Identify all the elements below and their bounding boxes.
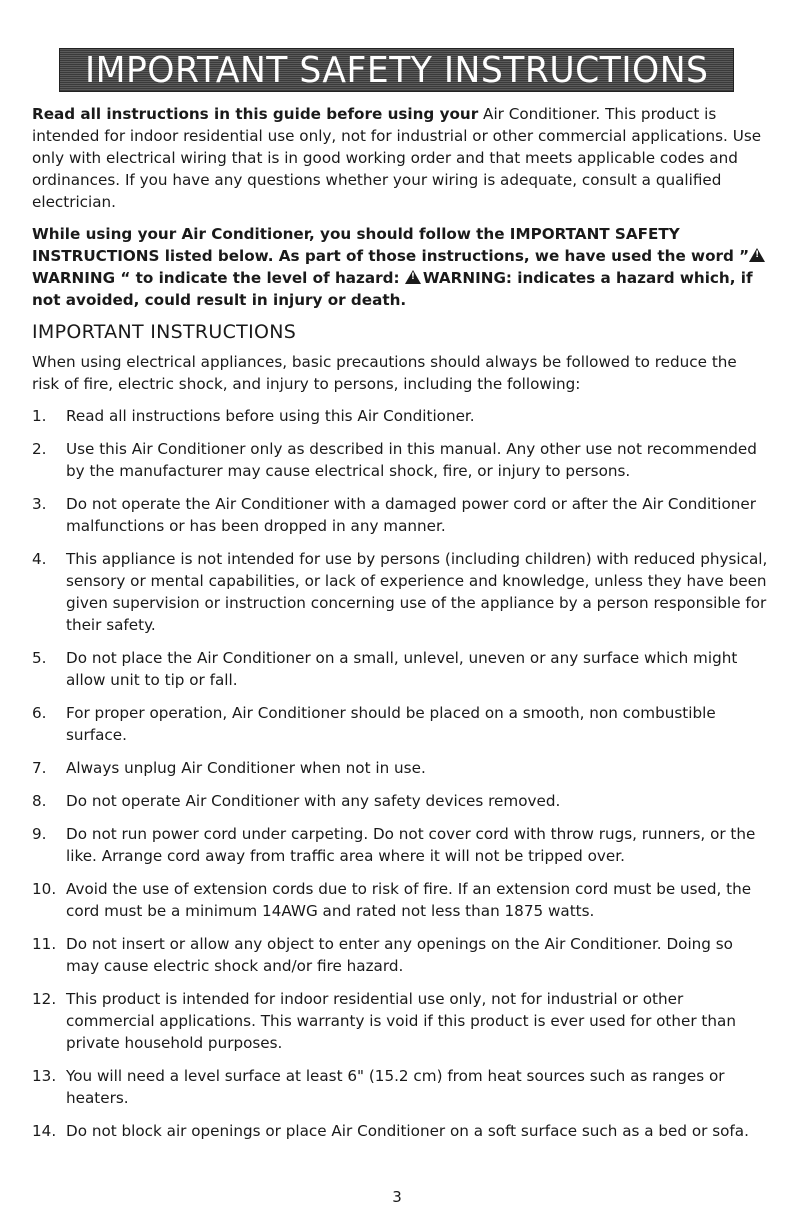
list-item-text: Always unplug Air Conditioner when not in use. [66,759,426,777]
warning-paragraph [32,223,768,311]
page-number: 3 [392,1188,402,1206]
list-item-number: 12. [32,990,57,1008]
list-item [32,548,768,636]
list-item-text: This product is intended for indoor residential use only, not for industrial or other commercial applications. This warranty is void if this product is ever used for other than private household purposes. [66,990,736,1052]
instructions-list [32,405,768,1142]
list-item-text: Do not place the Air Conditioner on a small, unlevel, uneven or any surface which might allow unit to tip or fall. [66,649,738,689]
list-item-text: Read all instructions before using this Air Conditioner. [66,407,475,425]
list-item-number: 4. [32,550,47,568]
warning-text-part2: “ to indicate the level of hazard: [115,269,405,287]
list-item-text: Do not operate the Air Conditioner with a damaged power cord or after the Air Conditioner malfunctions or has been dropped in any manner. [66,495,756,535]
list-item [32,823,768,867]
list-item-number: 9. [32,825,47,843]
warning-triangle-icon [405,270,421,284]
list-item [32,757,768,779]
list-item-text: Do not block air openings or place Air Conditioner on a soft surface such as a bed or sofa. [66,1122,749,1140]
list-item [32,1120,768,1142]
list-item-number: 14. [32,1122,57,1140]
list-item-number: 2. [32,440,47,458]
list-item [32,878,768,922]
list-item-text: Use this Air Conditioner only as described in this manual. Any other use not recommended by the manufacturer may cause electrical shock, fire, or injury to persons. [66,440,757,480]
list-item-number: 5. [32,649,47,667]
list-item-number: 1. [32,407,47,425]
intro-paragraph [32,103,768,213]
list-item-number: 6. [32,704,47,722]
list-item [32,647,768,691]
warning-word: WARNING [32,269,116,287]
list-item-number: 11. [32,935,57,953]
list-item-text: Do not insert or allow any object to enter any openings on the Air Conditioner. Doing so may cause electric shock and/or fire hazard. [66,935,733,975]
warning-text-part1: While using your Air Conditioner, you should follow the IMPORTANT SAFETY INSTRUCTIONS listed below. As part of those instructions, we have used the word ” [32,225,750,265]
list-item-text: Avoid the use of extension cords due to risk of fire. If an extension cord must be used, the cord must be a minimum 14AWG and rated not less than 1875 watts. [66,880,752,920]
list-item-text: For proper operation, Air Conditioner should be placed on a smooth, non combustible surface. [66,704,716,744]
list-item [32,933,768,977]
list-item [32,790,768,812]
warning-text-part3: indicates a hazard which, if not avoided, could result in injury or death. [32,269,753,309]
page-title: IMPORTANT SAFETY INSTRUCTIONS [84,49,709,91]
list-item [32,438,768,482]
list-item [32,493,768,537]
section-lead: When using electrical appliances, basic precautions should always be followed to reduce the risk of fire, electric shock, and injury to persons, including the following: [32,353,737,393]
intro-bold-text: Read all instructions in this guide before using your [32,105,479,123]
list-item-number: 13. [32,1067,57,1085]
content-body [32,103,768,1153]
list-item-number: 7. [32,759,47,777]
list-item-text: Do not run power cord under carpeting. Do not cover cord with throw rugs, runners, or the like. Arrange cord away from traffic area where it will not be tripped over. [66,825,756,865]
list-item-text: Do not operate Air Conditioner with any safety devices removed. [66,792,561,810]
intro-text: Air Conditioner. This product is intended for indoor residential use only, not for industrial or other commercial applications. Use only with electrical wiring that is in good working order and that meets applicable codes and ordinances. If you have any questions whether your wiring is adequate, consult a qualified electrician. [32,105,762,211]
title-banner [59,48,734,92]
warning-triangle-icon [749,248,765,262]
warning-word-label: WARNING: [422,269,512,287]
list-item-text: You will need a level surface at least 6" (15.2 cm) from heat sources such as ranges or heaters. [66,1067,725,1107]
list-item [32,405,768,427]
section-heading: IMPORTANT INSTRUCTIONS [32,321,297,343]
list-item [32,988,768,1054]
list-item-number: 3. [32,495,47,513]
list-item-text: This appliance is not intended for use by persons (including children) with reduced physical, sensory or mental capabilities, or lack of experience and knowledge, unless they have been given supervision or instruction concerning use of the appliance by a person responsible for their safety. [66,550,768,634]
list-item-number: 10. [32,880,57,898]
list-item [32,702,768,746]
list-item [32,1065,768,1109]
list-item-number: 8. [32,792,47,810]
